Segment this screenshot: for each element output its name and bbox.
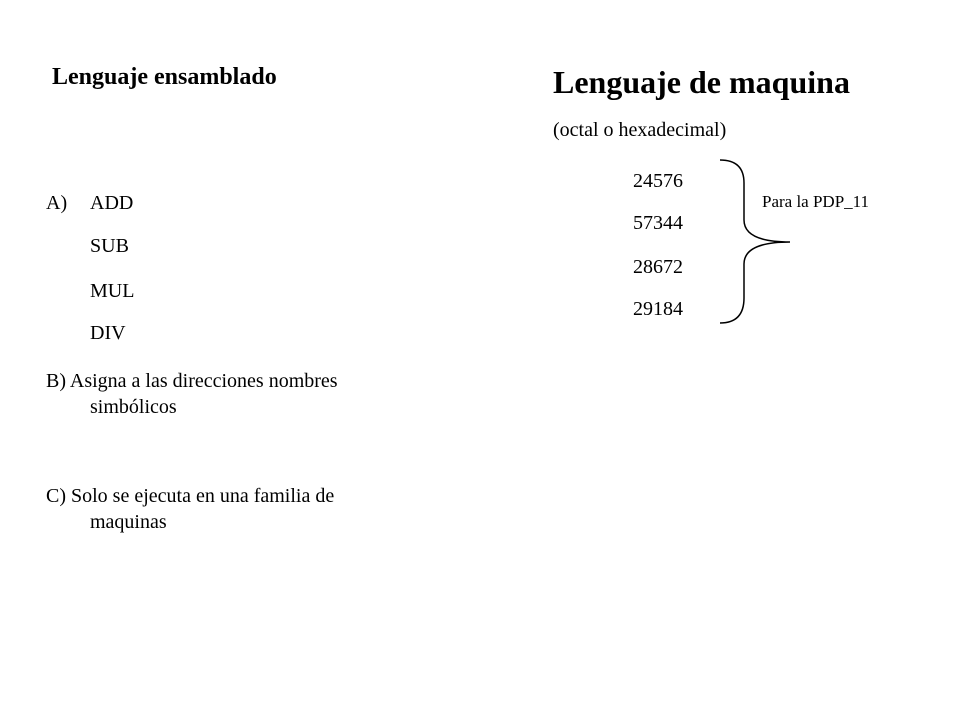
item-c [46,483,334,535]
instruction-div: DIV [90,322,126,344]
machine-language-subtitle: (octal o hexadecimal) [553,119,727,141]
machine-language-title: Lenguaje de maquina [553,64,850,100]
item-b [46,368,338,420]
item-b-line2: simbólicos [90,396,177,418]
code-1: 24576 [633,170,683,192]
instruction-sub: SUB [90,235,129,257]
item-b-line1: B) Asigna a las direcciones nombres [46,370,338,392]
pdp11-label: Para la PDP_11 [762,192,870,211]
item-a-marker: A) [46,192,68,214]
code-2: 57344 [633,212,683,234]
code-3: 28672 [633,256,683,278]
instruction-mul: MUL [90,280,135,302]
instruction-add: ADD [90,192,134,214]
code-4: 29184 [633,298,683,320]
item-c-line2: maquinas [90,511,167,533]
right-brace-icon [718,158,808,328]
assembly-title: Lenguaje ensamblado [52,64,277,90]
item-c-line1: C) Solo se ejecuta en una familia de [46,485,335,507]
